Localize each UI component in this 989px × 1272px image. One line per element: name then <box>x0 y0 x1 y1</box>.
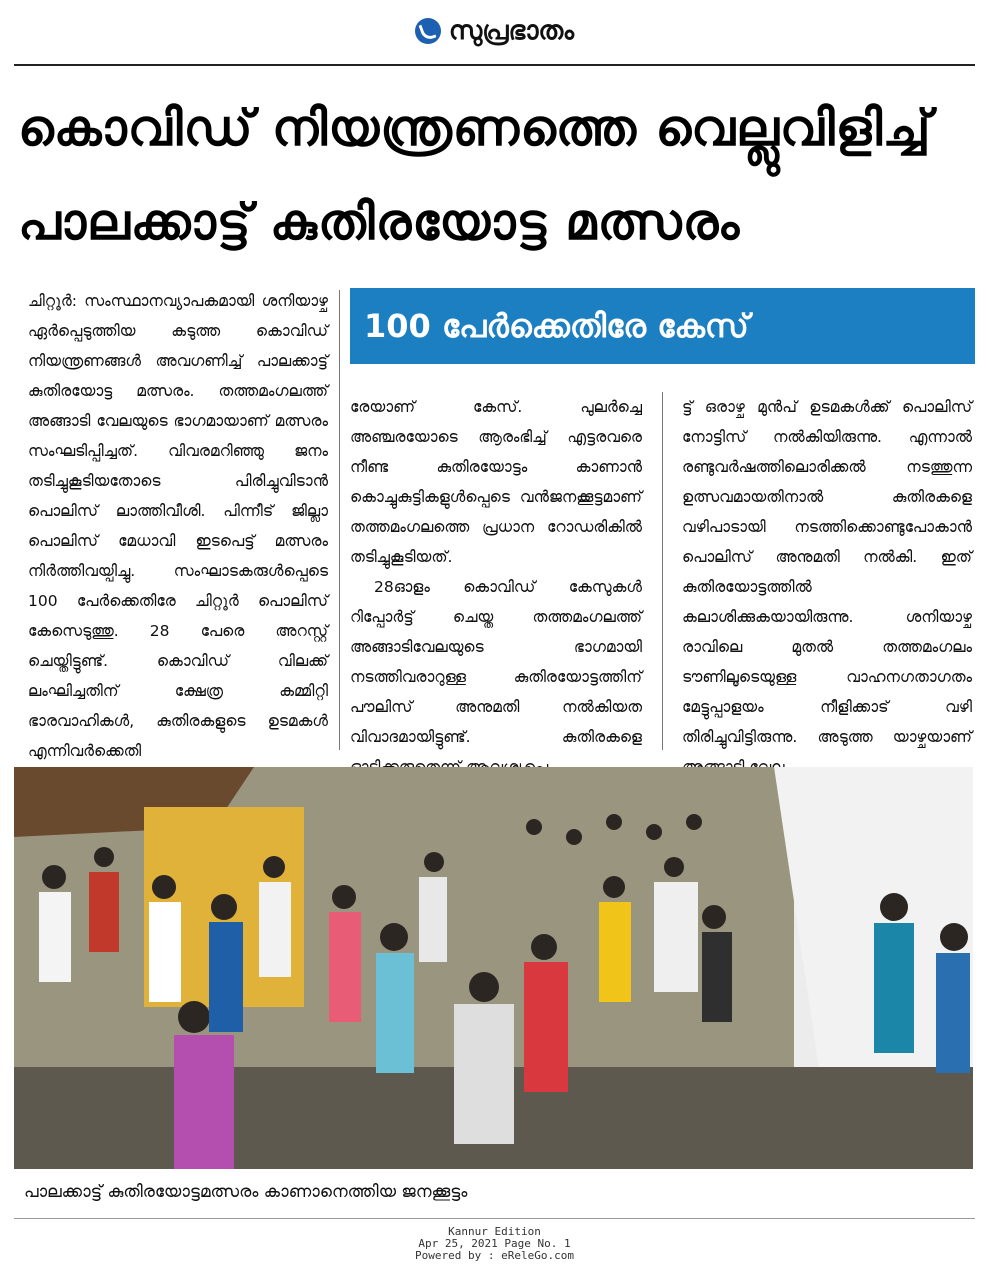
masthead-divider <box>14 64 975 66</box>
masthead <box>0 0 989 62</box>
newspaper-logo-icon <box>415 18 441 44</box>
column-divider <box>662 392 663 750</box>
photo-caption: പാലക്കാട്ട് കുതിരയോട്ടമത്സരം കാണാനെത്തിയ ജനക്കൂട്ടം <box>24 1182 468 1202</box>
article-column-3 <box>682 392 972 782</box>
subhead-text: 100 പേർക്കെതിരേ കേസ് <box>364 307 749 345</box>
article-paragraph: ചിറ്റൂർ: സംസ്ഥാനവ്യാപകമായി ശനിയാഴ്ച ഏർപ്പെടുത്തിയ കടുത്ത കൊവിഡ് നിയന്ത്രണങ്ങൾ അവഗണിച്ച് പാലക്കാട്ട് കുതിരയോട്ട മത്സരം. തത്തമംഗലത്ത് അങ്ങാടി വേലയുടെ ഭാഗമായാണ് മത്സരം സംഘടിപ്പിച്ചത്. വിവരമറിഞ്ഞു ജനം തടിച്ചുകൂടിയതോടെ പിരിച്ചുവിടാൻ പൊലിസ് ലാത്തിവീശി. പിന്നീട് ജില്ലാ പൊലിസ് മേധാവി ഇടപെട്ട് മത്സരം നിർത്തിവയ്പിച്ചു. സംഘാടകരുൾപ്പെടെ 100 പേർക്കെതിരേ ചിറ്റൂർ പൊലിസ് കേസെടുത്തു. 28 പേരെ അറസ്റ്റ് ചെയ്തിട്ടുണ്ട്. കൊവിഡ് വിലക്ക് ലംഘിച്ചതിന് ക്ഷേത്ര കമ്മിറ്റി ഭാരവാഹികൾ, കുതിരകളുടെ ഉടമകൾ എന്നിവർക്കെതി <box>28 292 328 760</box>
edition-name: Kannur Edition <box>448 1225 541 1238</box>
article-paragraph: രേയാണ് കേസ്. പുലർച്ചെ അഞ്ചരയോടെ ആരംഭിച്ച് എട്ടരവരെ നീണ്ട കുതിരയോട്ടം കാണാൻ കൊച്ചുകുട്ടികളുൾപ്പെടെ വൻജനക്കൂട്ടമാണ് തത്തമംഗലത്തെ പ്രധാന റോഡരികിൽ തടിച്ചുകൂടിയത്. <box>350 398 642 566</box>
headline-line-2: പാലക്കാട്ട് കുതിരയോട്ട മത്സരം <box>18 193 741 251</box>
article-paragraph: ട്ട് ഒരാഴ്ച മുൻപ് ഉടമകൾക്ക് പൊലിസ് നോട്ടിസ് നൽകിയിരുന്നു. എന്നാൽ രണ്ടുവർഷത്തിലൊരിക്കൽ നടത്തുന്ന ഉത്സവമായതിനാൽ കുതിരകളെ വഴിപാടായി നടത്തിക്കൊണ്ടുപോകാൻ പൊലിസ് അനുമതി നൽകി. ഇത് കുതിരയോട്ടത്തിൽ കലാശിക്കുകയായിരുന്നു. ശനിയാഴ്ച രാവിലെ മുതൽ തത്തമംഗലം ടൗണിലൂടെയുള്ള വാഹനഗതാഗതം മേട്ടുപ്പാളയം നീളിക്കാട് വഴി തിരിച്ചുവിട്ടിരുന്നു. അടുത്ത യാഴ്ചയാണ് <box>682 398 972 746</box>
column-divider <box>339 290 340 750</box>
crowd-photo-illustration <box>14 767 973 1169</box>
footer-divider <box>14 1218 975 1219</box>
edition-date-page: Apr 25, 2021 Page No. 1 <box>418 1237 571 1250</box>
powered-by-link[interactable]: Powered by : eReleGo.com <box>415 1249 574 1262</box>
article-column-2 <box>350 392 642 782</box>
newspaper-name: സുപ്രഭാതം <box>448 15 575 46</box>
subhead-banner <box>350 288 975 364</box>
crowd-photo <box>14 767 973 1169</box>
edition-footer <box>0 1226 989 1262</box>
article-column-1 <box>28 286 328 766</box>
article-paragraph: 28ഓളം കൊവിഡ് കേസുകൾ റിപ്പോർട്ട് ചെയ്ത തത്തമംഗലത്ത് അങ്ങാടിവേലയുടെ ഭാഗമായി നടത്തിവരാറുള്ള കുതിരയോട്ടത്തിന് പൗലിസ് അനുമതി നൽകിയത വിവാദമായിട്ടുണ്ട്. കുതിരകളെ <box>350 578 642 746</box>
headline-line-1: കൊവിഡ് നിയന്ത്രണത്തെ വെല്ലുവിളിച്ച് <box>18 99 932 157</box>
